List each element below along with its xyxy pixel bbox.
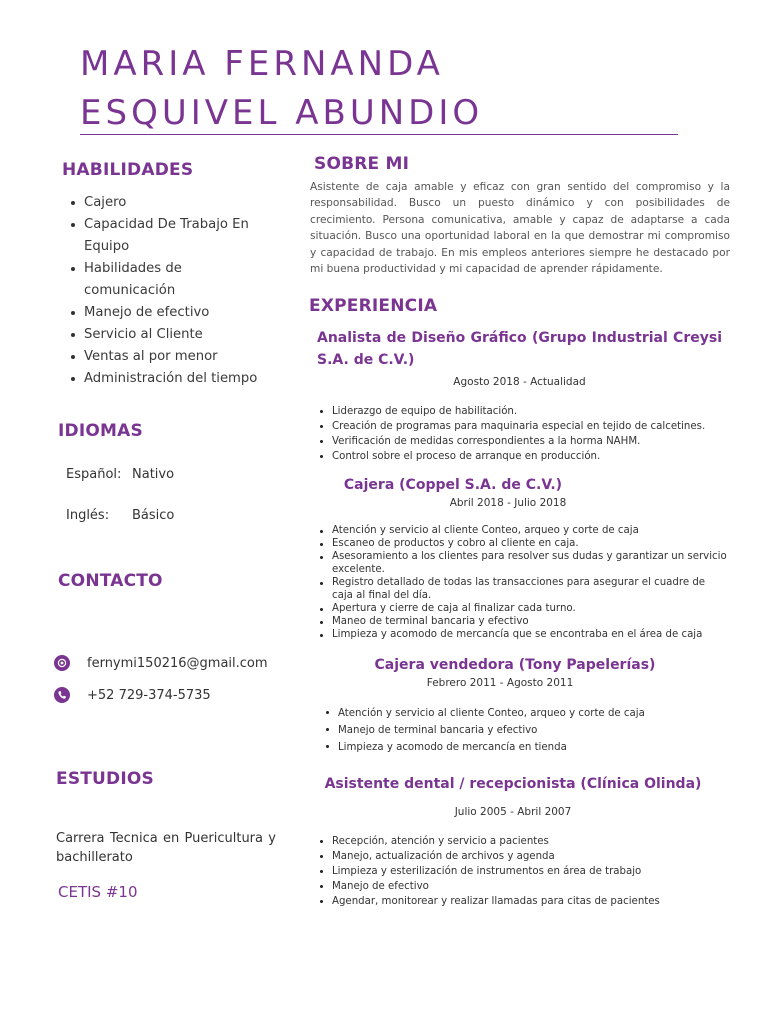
phone-icon	[54, 687, 70, 703]
contact-email-row	[54, 655, 268, 671]
job-duties	[318, 524, 728, 641]
duty-item: Recepción, atención y servicio a pacientes	[318, 834, 728, 849]
duty-item: Verificación de medidas correspondientes a la horma NAHM.	[318, 434, 728, 449]
job-dates: Abril 2018 - Julio 2018	[449, 497, 567, 509]
languages-heading: IDIOMAS	[58, 421, 143, 441]
duty-item: Agendar, monitorear y realizar llamadas para citas de pacientes	[318, 894, 728, 909]
experience-heading: EXPERIENCIA	[309, 296, 438, 316]
education-heading: ESTUDIOS	[56, 769, 154, 789]
job-title: Cajera (Coppel S.A. de C.V.)	[343, 477, 563, 493]
job-title: Asistente dental / recepcionista (Clínica Olinda)	[324, 776, 702, 792]
skill-item: Administración del tiempo	[84, 368, 274, 390]
skills-heading: HABILIDADES	[62, 160, 194, 180]
contact-heading: CONTACTO	[58, 571, 163, 591]
duty-item: Maneo de terminal bancaria y efectivo	[318, 615, 728, 628]
candidate-name	[80, 40, 483, 138]
duty-item: Limpieza y acomodo de mercancía que se encontraba en el área de caja	[318, 628, 728, 641]
skill-item: Habilidades de comunicación	[84, 258, 274, 302]
skill-item: Manejo de efectivo	[84, 302, 274, 324]
header-divider	[80, 134, 678, 135]
about-heading: SOBRE MI	[314, 154, 410, 174]
duty-item: Registro detallado de todas las transacciones para asegurar el cuadre de caja al final del día.	[318, 576, 728, 602]
job-title: Analista de Diseño Gráfico (Grupo Industrial Creysi S.A. de C.V.)	[317, 330, 722, 368]
job-dates: Julio 2005 - Abril 2007	[454, 806, 572, 818]
job-duties	[318, 404, 728, 464]
job-dates: Agosto 2018 - Actualidad	[453, 376, 586, 388]
duty-item: Limpieza y esterilización de instrumentos en área de trabajo	[318, 864, 728, 879]
contact-email[interactable]: fernymi150216@gmail.com	[87, 655, 268, 671]
language-level: Nativo	[132, 467, 175, 482]
duty-item: Apertura y cierre de caja al finalizar cada turno.	[318, 602, 728, 615]
contact-phone[interactable]: +52 729-374-5735	[87, 687, 211, 703]
contact-phone-row	[54, 687, 211, 703]
skill-item: Ventas al por menor	[84, 346, 274, 368]
duty-item: Atención y servicio al cliente Conteo, arqueo y corte de caja	[318, 524, 728, 537]
name-line-2: ESQUIVEL ABUNDIO	[80, 93, 484, 133]
education-school: CETIS #10	[58, 883, 138, 901]
job-duties	[324, 705, 724, 756]
duty-item: Liderazgo de equipo de habilitación.	[318, 404, 728, 419]
skill-item: Cajero	[84, 192, 274, 214]
skill-item: Servicio al Cliente	[84, 324, 274, 346]
about-text: Asistente de caja amable y eficaz con gran sentido del compromiso y la responsabilidad. Busco un puesto dinámico y con posibilidades de crecimiento. Persona comunicativa, amable y capaz de adaptarse a cada situación. Busco una oportunidad laboral en la que demostrar mi compromiso y capacidad de trabajo. En mis empleos anteriores siempre he destacado por mi buena productividad y mi capacidad de aprender rápidamente.	[310, 181, 730, 276]
duty-item: Manejo, actualización de archivos y agenda	[318, 849, 728, 864]
duty-item: Asesoramiento a los clientes para resolver sus dudas y garantizar un servicio excelente.	[318, 550, 728, 576]
duty-item: Control sobre el proceso de arranque en producción.	[318, 449, 728, 464]
duty-item: Atención y servicio al cliente Conteo, arqueo y corte de caja	[324, 705, 724, 722]
job-title: Cajera vendedora (Tony Papelerías)	[374, 657, 656, 673]
duty-item: Creación de programas para maquinaria especial en tejido de calcetines.	[318, 419, 728, 434]
duty-item: Manejo de efectivo	[318, 879, 728, 894]
education-degree: Carrera Tecnica en Puericultura y bachillerato	[56, 831, 276, 865]
duty-item: Limpieza y acomodo de mercancía en tienda	[324, 739, 724, 756]
at-sign-icon	[54, 655, 70, 671]
language-name: Español:	[66, 467, 122, 482]
duty-item: Manejo de terminal bancaria y efectivo	[324, 722, 724, 739]
job-dates: Febrero 2011 - Agosto 2011	[426, 677, 574, 689]
skills-list	[84, 192, 274, 390]
skill-item: Capacidad De Trabajo En Equipo	[84, 214, 274, 258]
language-level: Básico	[132, 508, 175, 523]
language-name: Inglés:	[66, 508, 110, 523]
job-duties	[318, 834, 728, 909]
language-row	[66, 508, 174, 523]
name-line-1: MARIA FERNANDA	[80, 44, 444, 84]
language-row	[66, 467, 174, 482]
duty-item: Escaneo de productos y cobro al cliente en caja.	[318, 537, 728, 550]
